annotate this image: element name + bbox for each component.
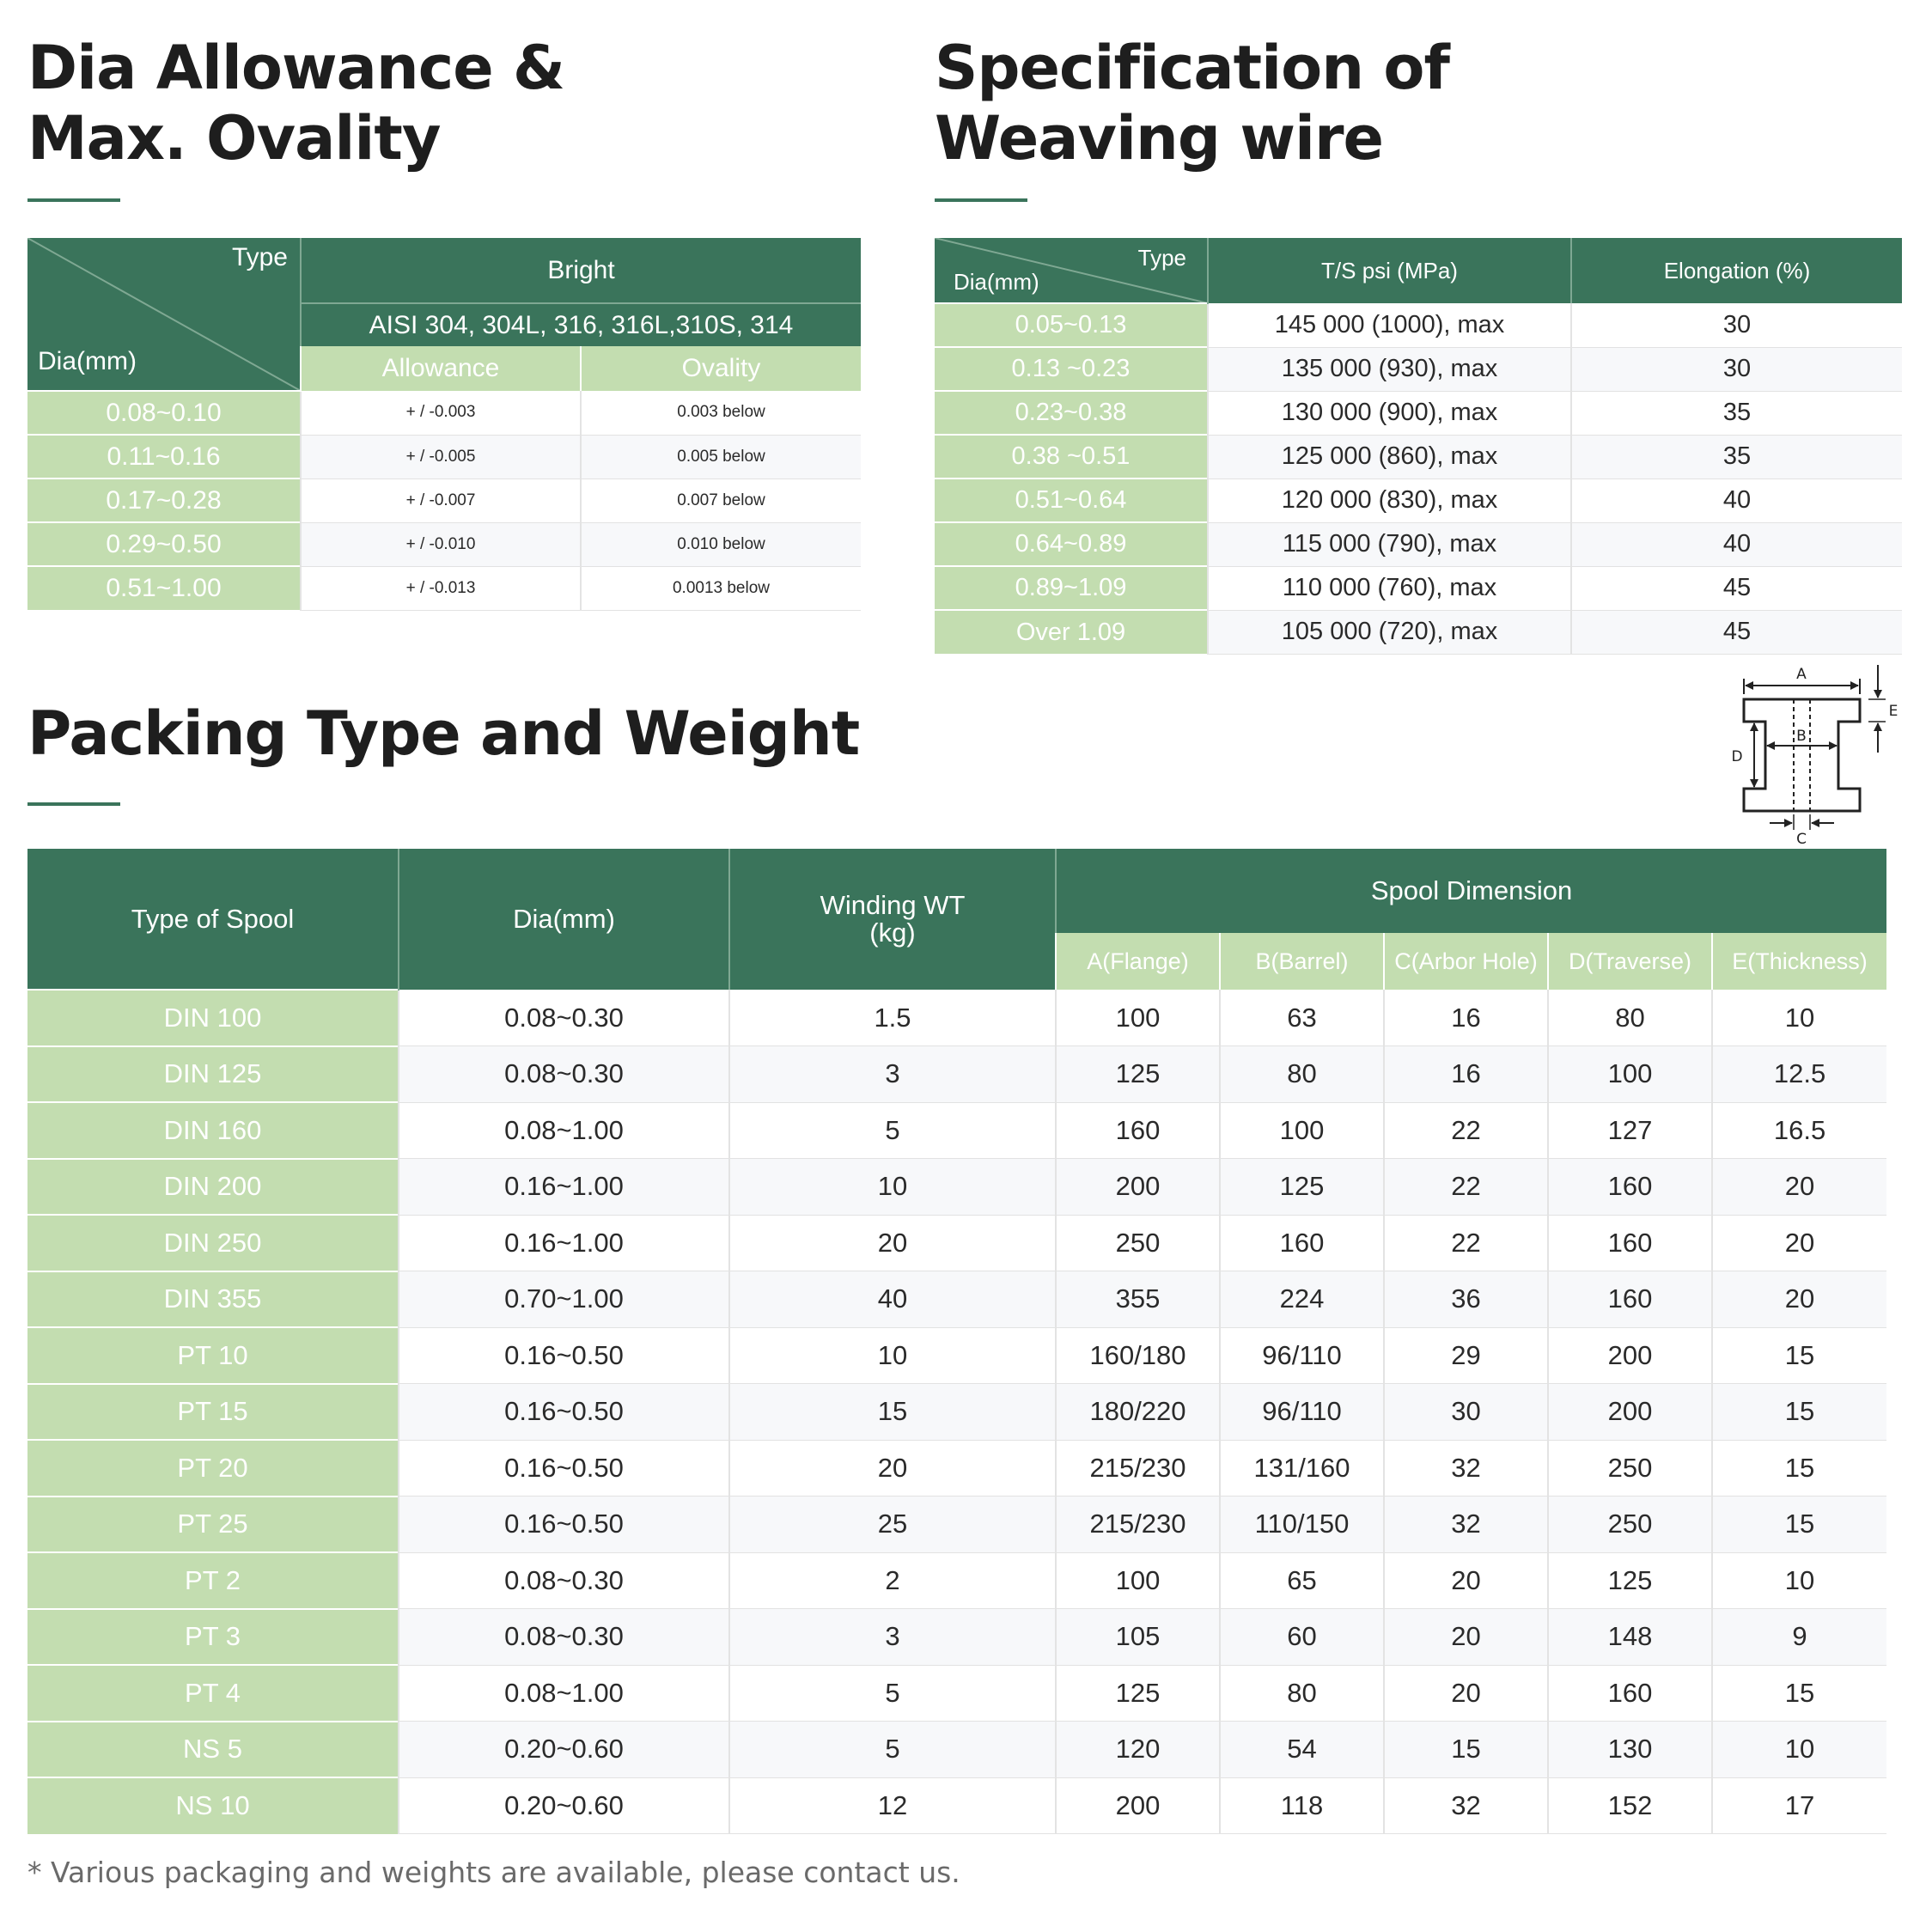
- type-cell: DIN 200: [27, 1159, 399, 1216]
- ovality-col-header: Ovality: [581, 346, 861, 391]
- table-row: [935, 435, 1902, 479]
- flange-cell: 100: [1056, 990, 1220, 1046]
- dia-cell: 0.08~0.30: [399, 1046, 729, 1103]
- dia-cell: 0.17~0.28: [27, 479, 301, 522]
- dia-cell: 0.51~0.64: [935, 479, 1208, 522]
- flange-cell: 355: [1056, 1271, 1220, 1328]
- bright-header: Bright: [301, 238, 861, 303]
- thickness-cell: 10: [1712, 1552, 1886, 1609]
- thickness-cell: 9: [1712, 1609, 1886, 1666]
- allowance-table: [27, 238, 861, 611]
- traverse-cell: 100: [1548, 1046, 1712, 1103]
- thickness-cell: 10: [1712, 1722, 1886, 1778]
- arbor-hole-cell: 15: [1384, 1722, 1548, 1778]
- thickness-cell: 12.5: [1712, 1046, 1886, 1103]
- arbor-hole-cell: 29: [1384, 1327, 1548, 1384]
- elongation-cell: 35: [1571, 435, 1902, 479]
- flange-cell: 250: [1056, 1215, 1220, 1271]
- dia-cell: 0.08~1.00: [399, 1102, 729, 1159]
- traverse-cell: 200: [1548, 1327, 1712, 1384]
- table-row: [27, 1440, 1886, 1497]
- barrel-cell: 100: [1220, 1102, 1384, 1159]
- traverse-cell: 125: [1548, 1552, 1712, 1609]
- elongation-cell: 35: [1571, 391, 1902, 435]
- dia-cell: 0.08~0.10: [27, 391, 301, 435]
- ts-cell: 130 000 (900), max: [1208, 391, 1571, 435]
- arbor-hole-cell: 32: [1384, 1497, 1548, 1553]
- barrel-cell: 80: [1220, 1046, 1384, 1103]
- dia-cell: 0.08~0.30: [399, 1552, 729, 1609]
- allowance-title-underline: [27, 198, 120, 202]
- arbor-hole-cell: 22: [1384, 1215, 1548, 1271]
- ts-cell: 145 000 (1000), max: [1208, 303, 1571, 347]
- spec-corner-header: [935, 238, 1208, 303]
- traverse-cell: 250: [1548, 1497, 1712, 1553]
- corner-dia-label: Dia(mm): [954, 269, 1039, 295]
- thickness-col-header: E(Thickness): [1712, 933, 1886, 990]
- winding-wt-cell: 10: [729, 1159, 1056, 1216]
- allowance-corner-header: [27, 238, 301, 391]
- thickness-cell: 17: [1712, 1777, 1886, 1834]
- arbor-hole-cell: 20: [1384, 1665, 1548, 1722]
- dia-col-header: Dia(mm): [399, 849, 729, 990]
- flange-cell: 160/180: [1056, 1327, 1220, 1384]
- flange-cell: 125: [1056, 1665, 1220, 1722]
- dia-cell: 0.08~0.30: [399, 1609, 729, 1666]
- arbor-hole-cell: 22: [1384, 1102, 1548, 1159]
- table-row: [27, 1271, 1886, 1328]
- type-cell: PT 10: [27, 1327, 399, 1384]
- flange-cell: 120: [1056, 1722, 1220, 1778]
- allowance-cell: + / -0.010: [301, 522, 581, 566]
- traverse-cell: 148: [1548, 1609, 1712, 1666]
- type-cell: DIN 250: [27, 1215, 399, 1271]
- flange-cell: 105: [1056, 1609, 1220, 1666]
- traverse-col-header: D(Traverse): [1548, 933, 1712, 990]
- barrel-cell: 96/110: [1220, 1384, 1384, 1441]
- table-row: [27, 566, 861, 610]
- ts-cell: 120 000 (830), max: [1208, 479, 1571, 522]
- grades-header: AISI 304, 304L, 316, 316L,310S, 314: [301, 303, 861, 346]
- spool-dimension-header: Spool Dimension: [1056, 849, 1886, 933]
- winding-wt-cell: 10: [729, 1327, 1056, 1384]
- table-row: [27, 1609, 1886, 1666]
- table-row: [27, 522, 861, 566]
- traverse-cell: 250: [1548, 1440, 1712, 1497]
- thickness-cell: 15: [1712, 1665, 1886, 1722]
- dia-cell: 0.20~0.60: [399, 1722, 729, 1778]
- table-row: [27, 479, 861, 522]
- barrel-cell: 96/110: [1220, 1327, 1384, 1384]
- table-row: [27, 1497, 1886, 1553]
- ovality-cell: 0.0013 below: [581, 566, 861, 610]
- table-row: [27, 1777, 1886, 1834]
- type-cell: PT 25: [27, 1497, 399, 1553]
- flange-cell: 160: [1056, 1102, 1220, 1159]
- ts-col-header: T/S psi (MPa): [1208, 238, 1571, 303]
- elongation-cell: 40: [1571, 522, 1902, 566]
- type-cell: DIN 125: [27, 1046, 399, 1103]
- dim-label-e: E: [1888, 703, 1898, 720]
- ts-cell: 110 000 (760), max: [1208, 566, 1571, 610]
- winding-wt-cell: 3: [729, 1609, 1056, 1666]
- table-row: [27, 1159, 1886, 1216]
- table-row: [935, 303, 1902, 347]
- dia-cell: 0.16~0.50: [399, 1440, 729, 1497]
- dia-cell: 0.08~0.30: [399, 990, 729, 1046]
- allowance-cell: + / -0.007: [301, 479, 581, 522]
- corner-type-label: Type: [231, 243, 288, 271]
- thickness-cell: 15: [1712, 1384, 1886, 1441]
- ovality-cell: 0.010 below: [581, 522, 861, 566]
- barrel-cell: 224: [1220, 1271, 1384, 1328]
- dia-cell: 0.16~1.00: [399, 1159, 729, 1216]
- dia-cell: 0.20~0.60: [399, 1777, 729, 1834]
- thickness-cell: 15: [1712, 1440, 1886, 1497]
- packing-title-underline: [27, 802, 120, 806]
- elongation-cell: 30: [1571, 347, 1902, 391]
- packing-title: Packing Type and Weight: [27, 698, 860, 769]
- elongation-cell: 40: [1571, 479, 1902, 522]
- table-row: [27, 1722, 1886, 1778]
- thickness-cell: 20: [1712, 1271, 1886, 1328]
- spool-dimension-diagram-icon: [1727, 660, 1903, 850]
- barrel-cell: 118: [1220, 1777, 1384, 1834]
- table-row: [27, 1046, 1886, 1103]
- flange-cell: 200: [1056, 1777, 1220, 1834]
- ts-cell: 115 000 (790), max: [1208, 522, 1571, 566]
- corner-type-label: Type: [1137, 245, 1186, 271]
- winding-wt-unit: (kg): [869, 917, 916, 948]
- packing-table: [27, 849, 1886, 1834]
- dim-label-c: C: [1796, 831, 1807, 848]
- winding-wt-cell: 3: [729, 1046, 1056, 1103]
- type-cell: PT 15: [27, 1384, 399, 1441]
- traverse-cell: 130: [1548, 1722, 1712, 1778]
- table-row: [27, 1102, 1886, 1159]
- table-row: [27, 391, 861, 435]
- flange-cell: 125: [1056, 1046, 1220, 1103]
- traverse-cell: 160: [1548, 1271, 1712, 1328]
- winding-wt-cell: 20: [729, 1440, 1056, 1497]
- type-cell: PT 4: [27, 1665, 399, 1722]
- allowance-title: Dia Allowance & Max. Ovality: [27, 33, 565, 174]
- winding-wt-cell: 1.5: [729, 990, 1056, 1046]
- spec-table: [935, 238, 1902, 655]
- dia-cell: 0.38 ~0.51: [935, 435, 1208, 479]
- winding-wt-label: Winding WT: [820, 890, 966, 920]
- table-row: [935, 610, 1902, 654]
- allowance-cell: + / -0.013: [301, 566, 581, 610]
- dia-cell: 0.51~1.00: [27, 566, 301, 610]
- flange-cell: 215/230: [1056, 1440, 1220, 1497]
- traverse-cell: 160: [1548, 1215, 1712, 1271]
- barrel-cell: 131/160: [1220, 1440, 1384, 1497]
- arbor-hole-cell: 32: [1384, 1777, 1548, 1834]
- ts-cell: 125 000 (860), max: [1208, 435, 1571, 479]
- winding-wt-col-header: [729, 849, 1056, 990]
- flange-col-header: A(Flange): [1056, 933, 1220, 990]
- table-row: [935, 391, 1902, 435]
- thickness-cell: 10: [1712, 990, 1886, 1046]
- type-cell: PT 20: [27, 1440, 399, 1497]
- type-cell: DIN 100: [27, 990, 399, 1046]
- table-row: [27, 435, 861, 479]
- arbor-hole-cell: 20: [1384, 1609, 1548, 1666]
- flange-cell: 180/220: [1056, 1384, 1220, 1441]
- dim-label-d: D: [1731, 748, 1743, 765]
- elongation-cell: 30: [1571, 303, 1902, 347]
- table-row: [27, 1665, 1886, 1722]
- type-cell: NS 5: [27, 1722, 399, 1778]
- barrel-cell: 160: [1220, 1215, 1384, 1271]
- flange-cell: 200: [1056, 1159, 1220, 1216]
- traverse-cell: 152: [1548, 1777, 1712, 1834]
- traverse-cell: 160: [1548, 1665, 1712, 1722]
- barrel-cell: 80: [1220, 1665, 1384, 1722]
- barrel-cell: 65: [1220, 1552, 1384, 1609]
- allowance-cell: + / -0.003: [301, 391, 581, 435]
- winding-wt-cell: 12: [729, 1777, 1056, 1834]
- dia-cell: 0.23~0.38: [935, 391, 1208, 435]
- barrel-cell: 63: [1220, 990, 1384, 1046]
- elongation-col-header: Elongation (%): [1571, 238, 1902, 303]
- dia-cell: 0.16~1.00: [399, 1215, 729, 1271]
- dia-cell: 0.70~1.00: [399, 1271, 729, 1328]
- spec-title-underline: [935, 198, 1027, 202]
- allowance-col-header: Allowance: [301, 346, 581, 391]
- arbor-hole-cell: 30: [1384, 1384, 1548, 1441]
- type-cell: DIN 355: [27, 1271, 399, 1328]
- winding-wt-cell: 40: [729, 1271, 1056, 1328]
- thickness-cell: 20: [1712, 1215, 1886, 1271]
- dim-label-a: A: [1796, 666, 1807, 683]
- ovality-cell: 0.005 below: [581, 435, 861, 479]
- footnote: * Various packaging and weights are available, please contact us.: [27, 1856, 960, 1889]
- barrel-cell: 125: [1220, 1159, 1384, 1216]
- corner-dia-label: Dia(mm): [38, 347, 137, 375]
- thickness-cell: 15: [1712, 1327, 1886, 1384]
- barrel-cell: 110/150: [1220, 1497, 1384, 1553]
- elongation-cell: 45: [1571, 566, 1902, 610]
- winding-wt-cell: 2: [729, 1552, 1056, 1609]
- table-row: [27, 1384, 1886, 1441]
- thickness-cell: 16.5: [1712, 1102, 1886, 1159]
- arbor-hole-cell: 32: [1384, 1440, 1548, 1497]
- type-col-header: Type of Spool: [27, 849, 399, 990]
- allowance-cell: + / -0.005: [301, 435, 581, 479]
- arbor-hole-cell: 16: [1384, 1046, 1548, 1103]
- thickness-cell: 20: [1712, 1159, 1886, 1216]
- dia-cell: 0.29~0.50: [27, 522, 301, 566]
- traverse-cell: 160: [1548, 1159, 1712, 1216]
- arbor-hole-cell: 16: [1384, 990, 1548, 1046]
- traverse-cell: 127: [1548, 1102, 1712, 1159]
- type-cell: PT 2: [27, 1552, 399, 1609]
- arbor-hole-cell: 22: [1384, 1159, 1548, 1216]
- winding-wt-cell: 20: [729, 1215, 1056, 1271]
- table-row: [935, 522, 1902, 566]
- winding-wt-cell: 15: [729, 1384, 1056, 1441]
- type-cell: DIN 160: [27, 1102, 399, 1159]
- ts-cell: 135 000 (930), max: [1208, 347, 1571, 391]
- winding-wt-cell: 5: [729, 1722, 1056, 1778]
- thickness-cell: 15: [1712, 1497, 1886, 1553]
- dim-label-b: B: [1796, 728, 1807, 745]
- traverse-cell: 80: [1548, 990, 1712, 1046]
- dia-cell: 0.16~0.50: [399, 1497, 729, 1553]
- barrel-cell: 60: [1220, 1609, 1384, 1666]
- winding-wt-cell: 5: [729, 1102, 1056, 1159]
- flange-cell: 100: [1056, 1552, 1220, 1609]
- winding-wt-cell: 25: [729, 1497, 1056, 1553]
- table-row: [27, 1327, 1886, 1384]
- table-row: [935, 479, 1902, 522]
- table-row: [935, 347, 1902, 391]
- dia-cell: Over 1.09: [935, 610, 1208, 654]
- table-row: [935, 566, 1902, 610]
- table-row: [27, 990, 1886, 1046]
- dia-cell: 0.11~0.16: [27, 435, 301, 479]
- dia-cell: 0.05~0.13: [935, 303, 1208, 347]
- ts-cell: 105 000 (720), max: [1208, 610, 1571, 654]
- winding-wt-cell: 5: [729, 1665, 1056, 1722]
- barrel-cell: 54: [1220, 1722, 1384, 1778]
- dia-cell: 0.89~1.09: [935, 566, 1208, 610]
- dia-cell: 0.16~0.50: [399, 1327, 729, 1384]
- dia-cell: 0.13 ~0.23: [935, 347, 1208, 391]
- arbor-hole-col-header: C(Arbor Hole): [1384, 933, 1548, 990]
- barrel-col-header: B(Barrel): [1220, 933, 1384, 990]
- dia-cell: 0.08~1.00: [399, 1665, 729, 1722]
- spec-title: Specification of Weaving wire: [935, 33, 1449, 174]
- table-row: [27, 1215, 1886, 1271]
- ovality-cell: 0.007 below: [581, 479, 861, 522]
- arbor-hole-cell: 20: [1384, 1552, 1548, 1609]
- dia-cell: 0.16~0.50: [399, 1384, 729, 1441]
- table-row: [27, 1552, 1886, 1609]
- ovality-cell: 0.003 below: [581, 391, 861, 435]
- traverse-cell: 200: [1548, 1384, 1712, 1441]
- dia-cell: 0.64~0.89: [935, 522, 1208, 566]
- arbor-hole-cell: 36: [1384, 1271, 1548, 1328]
- type-cell: PT 3: [27, 1609, 399, 1666]
- type-cell: NS 10: [27, 1777, 399, 1834]
- flange-cell: 215/230: [1056, 1497, 1220, 1553]
- elongation-cell: 45: [1571, 610, 1902, 654]
